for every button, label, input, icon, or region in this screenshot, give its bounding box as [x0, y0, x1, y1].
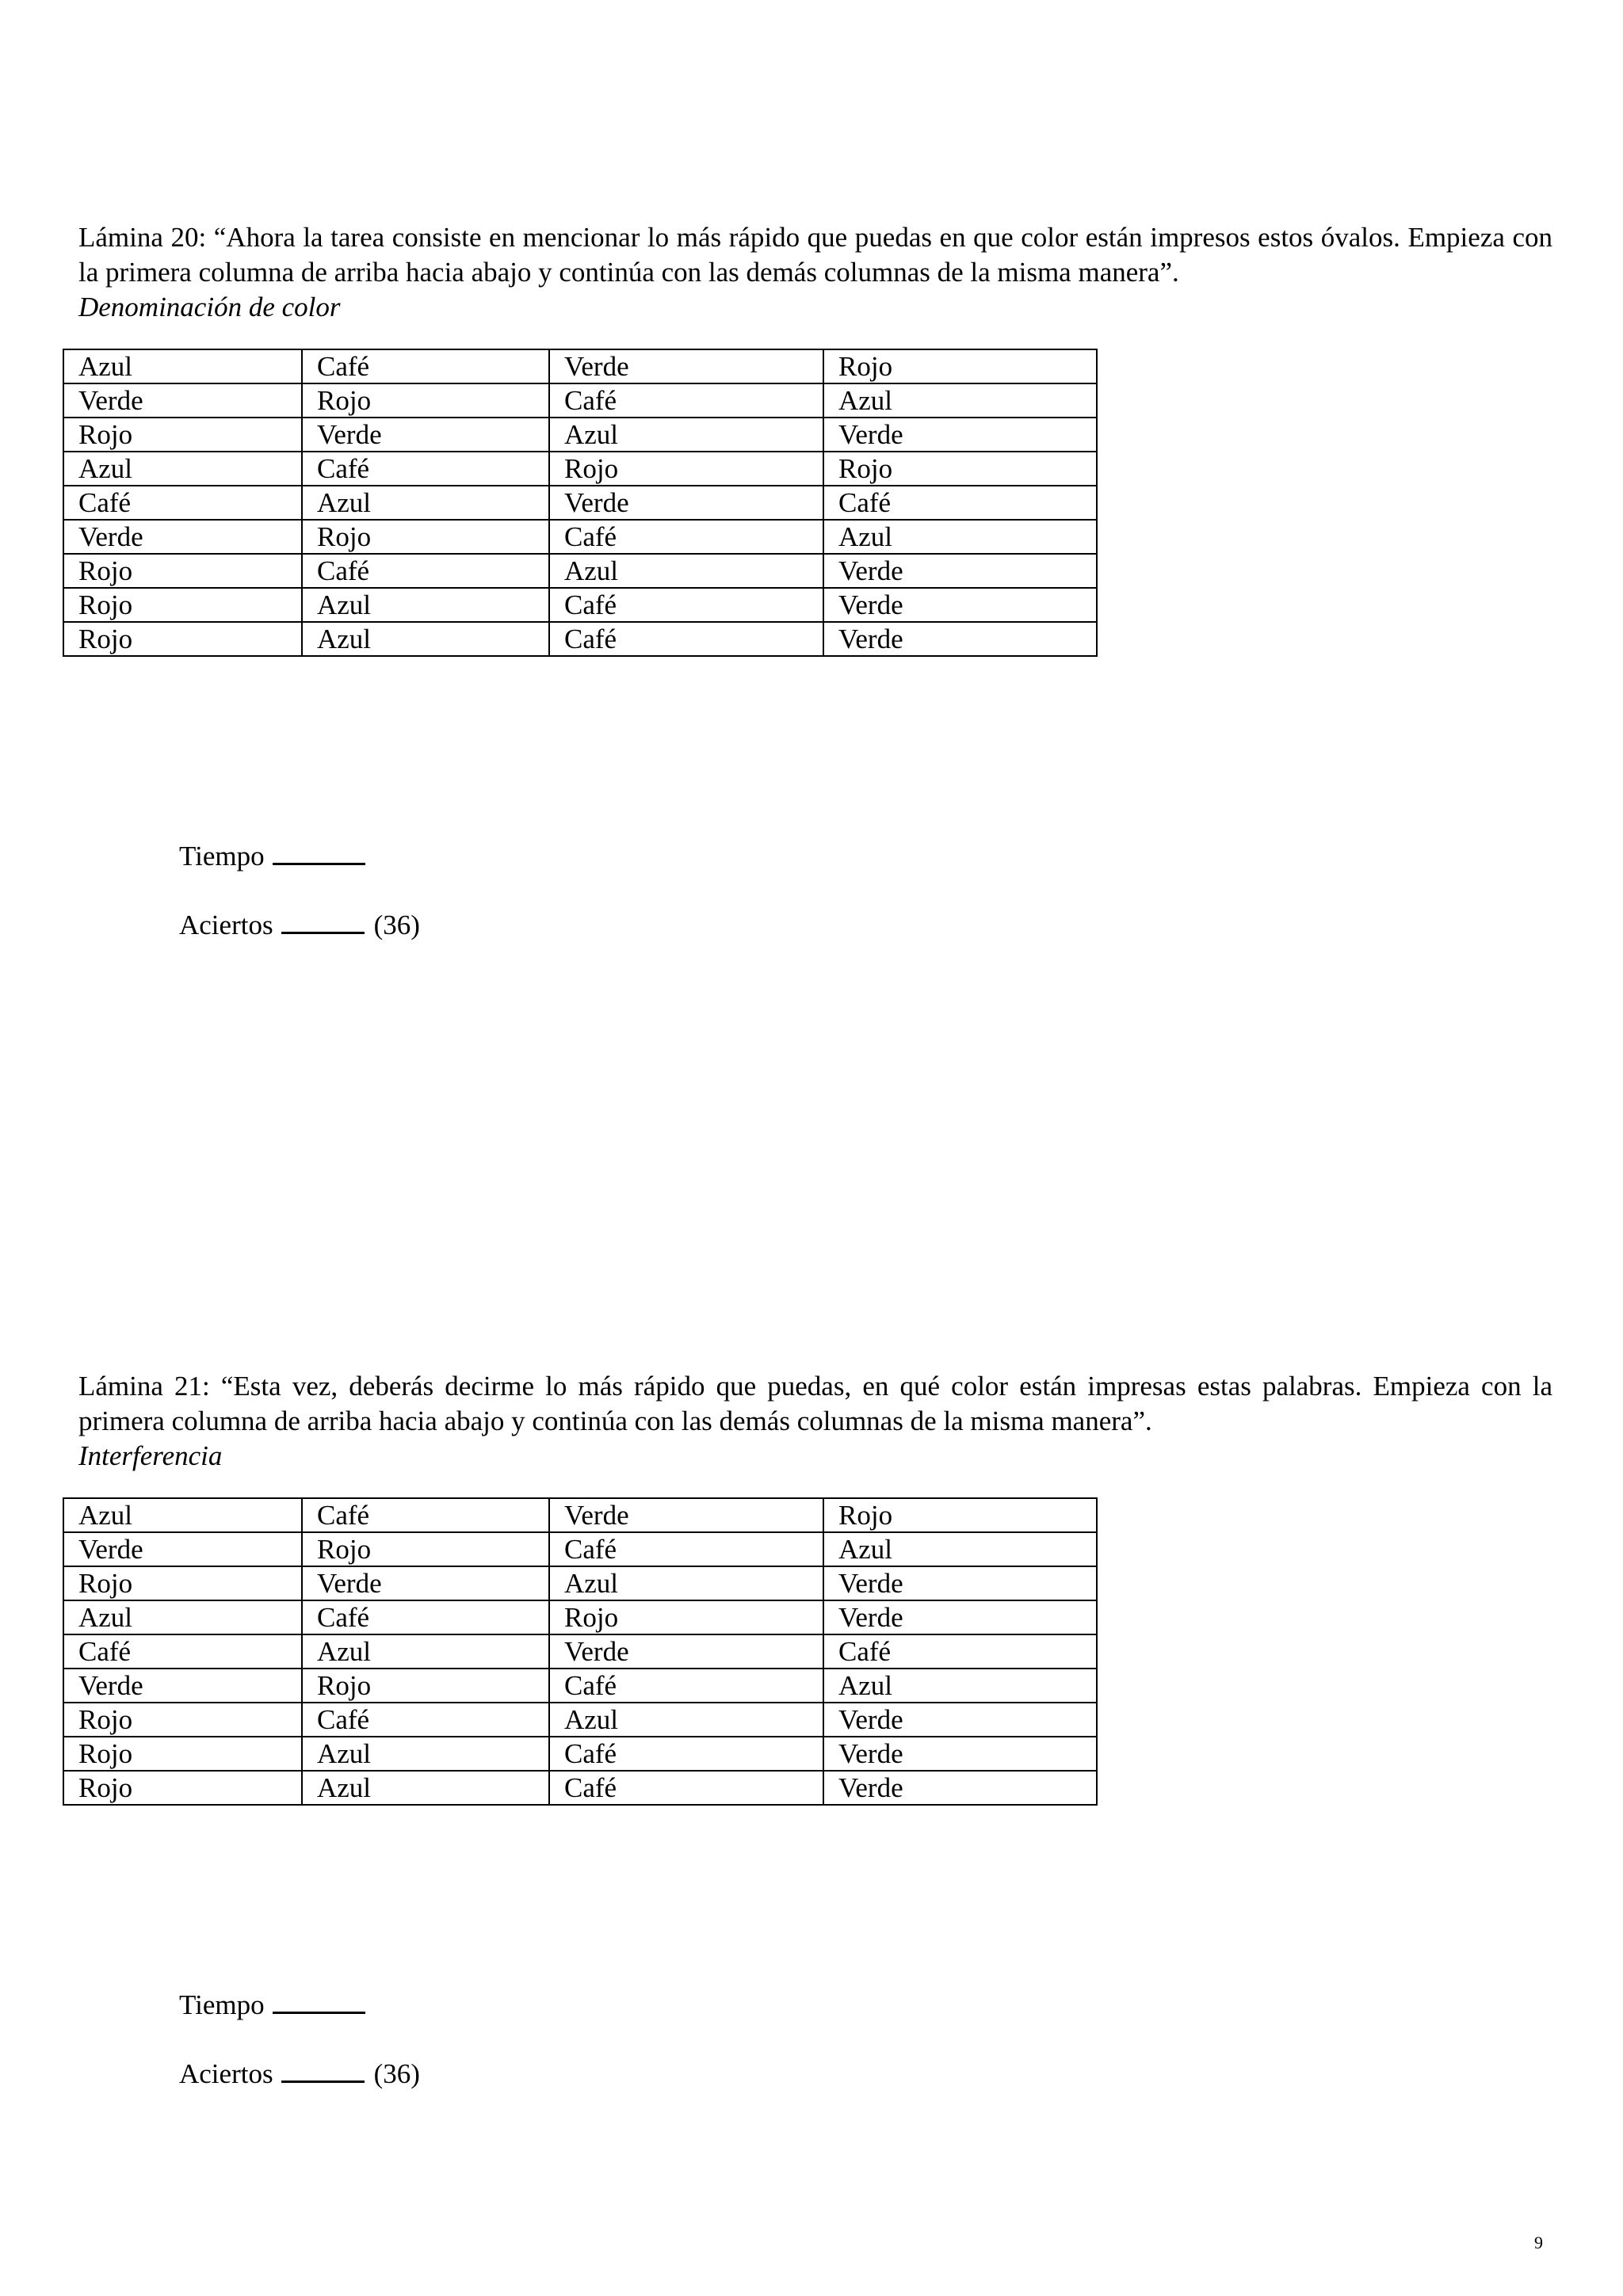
table-cell: Café: [63, 1634, 302, 1669]
aciertos-label: Aciertos: [179, 2058, 273, 2089]
table-cell: Café: [549, 588, 823, 622]
table-cell: Rojo: [63, 1737, 302, 1771]
table-row: [63, 1532, 1097, 1566]
table-cell: Azul: [823, 1669, 1097, 1703]
table-cell: Café: [549, 1771, 823, 1805]
table-cell: Azul: [63, 452, 302, 486]
table-cell: Rojo: [63, 622, 302, 656]
table-cell: Café: [823, 486, 1097, 520]
table-row: [63, 383, 1097, 418]
table-row: [63, 554, 1097, 588]
table-cell: Rojo: [302, 383, 549, 418]
table-cell: Rojo: [63, 588, 302, 622]
table-row: [63, 1600, 1097, 1634]
table-row: [63, 452, 1097, 486]
table-row: [63, 1566, 1097, 1600]
instruction-text: Lámina 21: “Esta vez, deberás decirme lo más rápido que puedas, en qué color están impresas estas palabras. Empieza con la primera columna de arriba hacia abajo y continúa con las demás columnas de la misma manera”.: [78, 1371, 1552, 1436]
table-cell: Verde: [823, 1737, 1097, 1771]
table-cell: Verde: [823, 418, 1097, 452]
table-cell: Verde: [549, 1498, 823, 1532]
table-row: [63, 622, 1097, 656]
table-cell: Verde: [823, 622, 1097, 656]
table-cell: Café: [302, 1703, 549, 1737]
table-cell: Café: [549, 1669, 823, 1703]
table-row: [63, 1634, 1097, 1669]
table-cell: Verde: [63, 520, 302, 554]
table-cell: Verde: [823, 1566, 1097, 1600]
table-cell: Verde: [549, 1634, 823, 1669]
table-cell: Azul: [549, 1703, 823, 1737]
table-row: [63, 418, 1097, 452]
table-cell: Rojo: [823, 1498, 1097, 1532]
table-cell: Azul: [549, 1566, 823, 1600]
table-row: [63, 349, 1097, 383]
table-cell: Azul: [302, 588, 549, 622]
table-cell: Azul: [63, 1600, 302, 1634]
aciertos-field: [179, 908, 420, 943]
table-cell: Café: [549, 520, 823, 554]
table-cell: Azul: [302, 486, 549, 520]
table-row: [63, 520, 1097, 554]
table-cell: Rojo: [302, 1669, 549, 1703]
table-cell: Café: [823, 1634, 1097, 1669]
tiempo-blank-line: [273, 1988, 365, 2014]
table-row: [63, 1498, 1097, 1532]
aciertos-blank-line: [281, 2057, 365, 2083]
section-subtitle: Denominación de color: [78, 292, 341, 322]
table-cell: Azul: [302, 1771, 549, 1805]
table-row: [63, 1669, 1097, 1703]
table-cell: Verde: [549, 349, 823, 383]
table-cell: Café: [302, 452, 549, 486]
aciertos-label: Aciertos: [179, 910, 273, 940]
table-cell: Rojo: [823, 349, 1097, 383]
table-cell: Azul: [302, 1634, 549, 1669]
table-cell: Verde: [549, 486, 823, 520]
table-cell: Café: [302, 349, 549, 383]
table-cell: Café: [549, 383, 823, 418]
table-cell: Azul: [549, 418, 823, 452]
tiempo-field: [179, 1988, 365, 2023]
aciertos-total: (36): [373, 910, 420, 940]
table-cell: Rojo: [549, 1600, 823, 1634]
table-cell: Verde: [823, 588, 1097, 622]
table-cell: Café: [63, 486, 302, 520]
table-cell: Verde: [823, 1600, 1097, 1634]
table-cell: Café: [302, 554, 549, 588]
table-cell: Rojo: [63, 1566, 302, 1600]
table-cell: Café: [549, 1737, 823, 1771]
table-cell: Rojo: [63, 1771, 302, 1805]
table-cell: Verde: [63, 1532, 302, 1566]
color-table: [63, 1497, 1098, 1806]
aciertos-total: (36): [373, 2058, 420, 2089]
tiempo-blank-line: [273, 839, 365, 865]
instruction-text: Lámina 20: “Ahora la tarea consiste en mencionar lo más rápido que puedas en que color están impresos estos óvalos. Empieza con la primera columna de arriba hacia abajo y continúa con las demás columnas de la misma manera”.: [78, 222, 1552, 288]
table-cell: Verde: [63, 1669, 302, 1703]
table-cell: Azul: [823, 1532, 1097, 1566]
table-cell: Rojo: [302, 520, 549, 554]
table-cell: Azul: [302, 622, 549, 656]
table-row: [63, 486, 1097, 520]
table-row: [63, 1737, 1097, 1771]
table-cell: Azul: [302, 1737, 549, 1771]
table-cell: Azul: [549, 554, 823, 588]
table-cell: Azul: [63, 1498, 302, 1532]
table-cell: Verde: [823, 554, 1097, 588]
table-row: [63, 1703, 1097, 1737]
table-cell: Azul: [823, 383, 1097, 418]
table-cell: Verde: [302, 1566, 549, 1600]
table-cell: Café: [302, 1498, 549, 1532]
page-number: 9: [1534, 2233, 1543, 2252]
table-row: [63, 1771, 1097, 1805]
table-cell: Verde: [63, 383, 302, 418]
table-cell: Café: [549, 1532, 823, 1566]
aciertos-field: [179, 2057, 420, 2092]
table-cell: Rojo: [63, 418, 302, 452]
table-cell: Verde: [823, 1771, 1097, 1805]
table-cell: Rojo: [63, 554, 302, 588]
table-cell: Verde: [823, 1703, 1097, 1737]
table-cell: Azul: [823, 520, 1097, 554]
tiempo-label: Tiempo: [179, 1989, 265, 2020]
color-table: [63, 349, 1098, 657]
table-cell: Rojo: [302, 1532, 549, 1566]
table-cell: Rojo: [823, 452, 1097, 486]
table-cell: Rojo: [63, 1703, 302, 1737]
table-cell: Café: [549, 622, 823, 656]
table-cell: Rojo: [549, 452, 823, 486]
table-cell: Verde: [302, 418, 549, 452]
table-cell: Café: [302, 1600, 549, 1634]
table-cell: Azul: [63, 349, 302, 383]
tiempo-field: [179, 839, 365, 874]
aciertos-blank-line: [281, 908, 365, 934]
tiempo-label: Tiempo: [179, 841, 265, 871]
table-row: [63, 588, 1097, 622]
section-subtitle: Interferencia: [78, 1440, 223, 1471]
